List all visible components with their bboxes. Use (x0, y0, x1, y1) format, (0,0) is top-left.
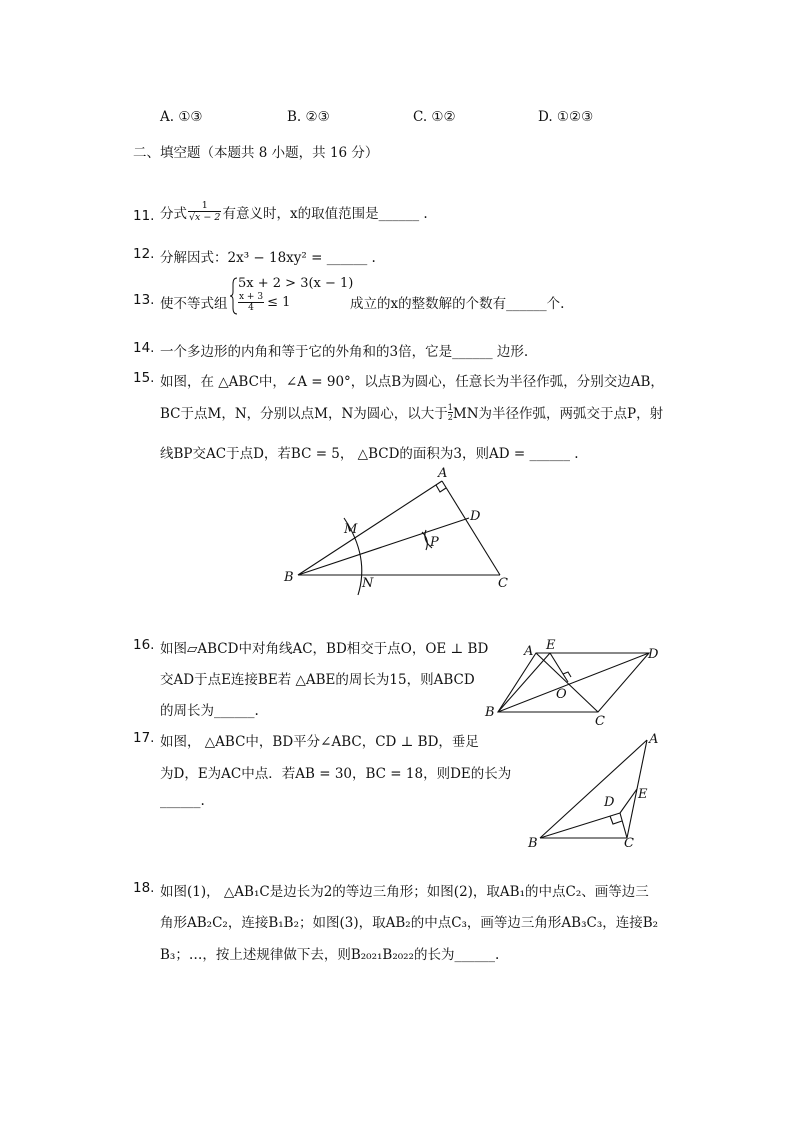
q16-diagonal-bd (498, 653, 649, 712)
option-a: A. ①③ (160, 109, 203, 125)
q16-label-o: O (556, 687, 567, 702)
q15-ray-bd (298, 518, 469, 575)
q13-ineq1: 5x + 2 > 3(x − 1) (238, 276, 354, 291)
q17-label-d: D (604, 795, 615, 810)
q16-line3: 的周长为______. (160, 703, 259, 719)
q17-segment-cd (620, 813, 627, 838)
q13-frac-den: 4 (248, 303, 254, 313)
q15-label-c: C (498, 576, 508, 591)
option-c: C. ①② (413, 109, 456, 125)
q16-segment-oe (550, 653, 568, 682)
q17-line2: 为D，E为AC中点．若AB = 30，BC = 18，则DE的长为 (160, 766, 512, 782)
q16-label-a: A (524, 644, 534, 659)
q14-text: 一个多边形的内角和等于它的外角和的3倍，它是______ 边形. (160, 344, 529, 360)
q13-pre: 使不等式组 (160, 296, 228, 312)
q15-label-m: M (344, 522, 358, 537)
q13-frac-num: x + 3 (239, 292, 264, 302)
q15-line2-pre: BC于点M，N，分别以点M，N为圆心，以大于 (160, 406, 448, 422)
q16-line1: 如图▱ABCD中对角线AC，BD相交于点O，OE ⊥ BD (160, 641, 489, 657)
q15-label-p: P (430, 535, 439, 550)
q11-text (160, 200, 428, 223)
q16-figure (482, 636, 672, 728)
q15-figure (280, 462, 520, 602)
q15-half-den: 2 (447, 412, 453, 422)
q12-number: 12. (133, 246, 155, 262)
q11-post: 有意义时，x的取值范围是______ . (222, 205, 428, 222)
q11-frac-num: 1 (201, 200, 208, 211)
q15-line1: 如图，在 △ABC中，∠A = 90°，以点B为圆心，任意长为半径作弧，分别交边AB， (160, 374, 664, 390)
q15-label-a: A (438, 466, 448, 481)
q15-segment-ab (298, 481, 442, 575)
q16-label-b: B (485, 705, 495, 720)
q18-number: 18. (133, 880, 155, 896)
q18-line3: B₃；…，按上述规律做下去，则B₂₀₂₁B₂₀₂₂的长为______. (160, 947, 500, 963)
q14-number: 14. (133, 340, 155, 356)
q16-number: 16. (133, 637, 155, 653)
section-header: 二、填空题（本题共 8 小题，共 16 分） (133, 145, 379, 161)
option-b: B. ②③ (287, 109, 330, 125)
q15-segment-ac (442, 481, 500, 575)
q13-ineq2 (238, 292, 290, 313)
option-d: D. ①②③ (538, 109, 594, 125)
q11-number: 11. (133, 208, 155, 224)
q16-label-c: C (595, 714, 605, 728)
q15-label-d: D (470, 509, 481, 524)
q17-line3: ______. (160, 793, 205, 809)
q17-label-a: A (649, 732, 659, 747)
q15-label-n: N (362, 576, 374, 591)
q17-label-e: E (638, 787, 648, 802)
q11-fraction (188, 200, 221, 223)
q16-segment-be (498, 653, 550, 712)
q15-half-num: 1 (447, 402, 453, 412)
q13-ineq2-tail: ≤ 1 (267, 295, 291, 310)
q17-line1: 如图， △ABC中，BD平分∠ABC，CD ⊥ BD，垂足 (160, 734, 479, 750)
q11-pre: 分式 (160, 205, 187, 222)
q17-label-b: B (528, 836, 538, 851)
q17-label-c: C (624, 836, 634, 851)
q13-post: 成立的x的整数解的个数有______个. (350, 296, 565, 312)
q17-segment-ab (540, 740, 647, 838)
q15-number: 15. (133, 370, 155, 386)
q17-number: 17. (133, 730, 155, 746)
q17-figure (520, 728, 670, 853)
q17-segment-bd (540, 813, 620, 838)
q11-frac-den: √x − 2 (189, 212, 221, 223)
q13-fraction (238, 292, 264, 313)
q15-label-b: B (284, 570, 294, 585)
q18-line2: 角形AB₂C₂，连接B₁B₂；如图(3)，取AB₂的中点C₃，画等边三角形AB₃C₃，连接B₂ (160, 915, 659, 931)
q12-text: 分解因式：2x³ − 18xy² = ______ . (160, 250, 376, 266)
q18-line1: 如图(1)， △AB₁C是边长为2的等边三角形；如图(2)，取AB₁的中点C₂、画等边三 (160, 884, 649, 900)
q16-diagonal-ac (536, 653, 598, 712)
q16-label-d: D (648, 647, 659, 662)
q15-line2-post: MN为半径作弧，两弧交于点P，射 (452, 406, 664, 422)
q16-line2: 交AD于点E连接BE若 △ABE的周长为15，则ABCD (160, 672, 475, 688)
q13-number: 13. (133, 292, 155, 308)
q16-label-e: E (546, 638, 556, 653)
q17-right-angle-mark (610, 816, 622, 824)
q15-line3: 线BP交AC于点D，若BC = 5， △BCD的面积为3，则AD = ______ . (160, 446, 579, 462)
q15-line2 (160, 402, 663, 422)
